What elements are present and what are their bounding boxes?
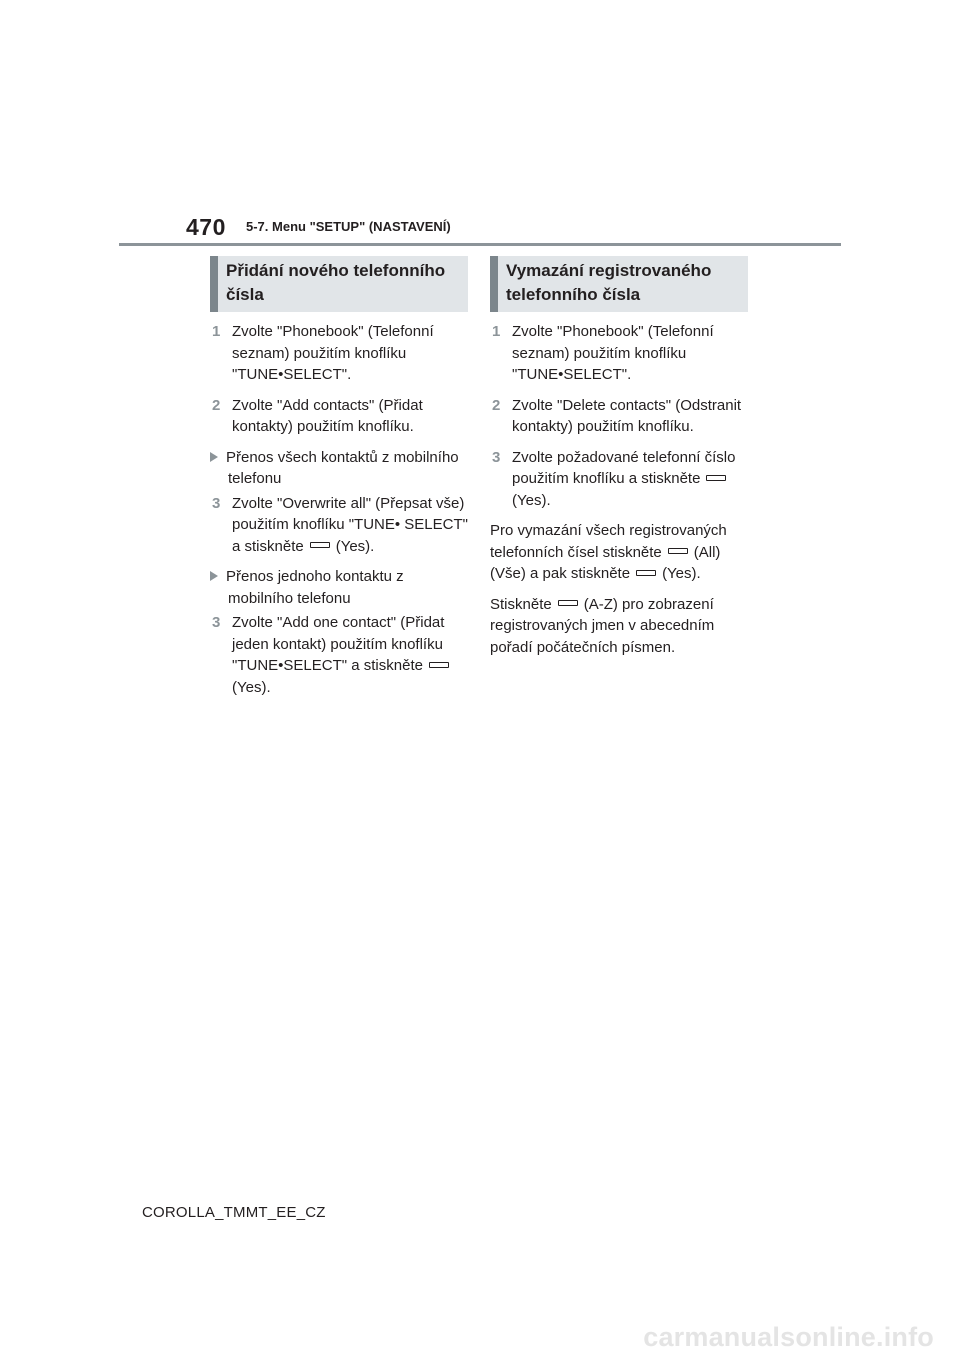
bullet-item [210, 566, 468, 609]
step-text: Zvolte požadované telefonní číslo použitím knoflíku a stiskněte [512, 448, 736, 487]
step-item [210, 395, 468, 438]
paragraph [490, 594, 748, 659]
bullet-text: Přenos všech kontaktů z mobilního telefonu [226, 448, 459, 487]
step-item [490, 395, 748, 438]
step-text: Zvolte "Overwrite all" (Přepsat vše) použitím knoflíku "TUNE• SELECT" a stiskněte [232, 494, 468, 555]
step-number: 3 [492, 448, 501, 466]
step-text: Zvolte "Delete contacts" (Odstranit kontakty) použitím knoflíku. [512, 396, 742, 435]
step-text-end: (Yes). [232, 678, 271, 696]
triangle-bullet-icon [210, 452, 218, 462]
paragraph-text: (A-Z) pro zobrazení registrovaných jmen v abecedním pořadí počátečních písmen. [490, 595, 715, 656]
left-section-heading: Přidání nového telefonního čísla [210, 256, 468, 312]
step-number: 3 [212, 614, 221, 631]
bullet-item [210, 447, 468, 490]
button-icon [668, 548, 688, 554]
button-icon [636, 570, 656, 576]
step-number: 1 [492, 323, 501, 340]
step-text: Zvolte "Phonebook" (Telefonní seznam) použitím knoflíku "TUNE•SELECT". [232, 323, 434, 383]
step-text: Zvolte "Add contacts" (Přidat kontakty) použitím knoflíku. [232, 396, 423, 435]
button-icon [558, 600, 578, 606]
step-number: 2 [212, 396, 221, 414]
page-number: 470 [186, 214, 226, 240]
paragraph-text: Pro vymazání všech registrovaných telefonních čísel stiskněte [490, 522, 727, 561]
step-text: Zvolte "Add one contact" (Přidat jeden kontakt) použitím knoflíku "TUNE•SELECT" a stiskněte [232, 614, 445, 674]
step-item [210, 612, 468, 698]
paragraph-text: Stiskněte [490, 595, 552, 613]
watermark: carmanualsonline.info [643, 1322, 934, 1352]
section-title: 5-7. Menu "SETUP" (NASTAVENÍ) [246, 219, 451, 234]
paragraph-text: (All) (Vše) a pak stiskněte [490, 543, 721, 582]
left-column [210, 256, 468, 707]
paragraph-text: (Yes). [662, 565, 701, 582]
model-code: COROLLA_TMMT_EE_CZ [142, 1204, 326, 1221]
header-divider [119, 243, 841, 246]
step-text-end: (Yes). [335, 537, 375, 555]
left-content [210, 321, 468, 698]
step-item [490, 447, 748, 512]
button-icon [706, 475, 726, 481]
step-text: Zvolte "Phonebook" (Telefonní seznam) použitím knoflíku "TUNE•SELECT". [512, 323, 714, 383]
paragraph [490, 520, 748, 585]
button-icon [429, 662, 449, 668]
step-number: 1 [212, 323, 221, 340]
right-column [490, 256, 748, 667]
right-content [490, 321, 748, 658]
step-text-end: (Yes). [512, 491, 551, 509]
step-item [210, 493, 468, 558]
step-number: 2 [492, 396, 501, 414]
bullet-text: Přenos jednoho kontaktu z mobilního telefonu [226, 568, 404, 607]
step-item [490, 321, 748, 386]
button-icon [310, 542, 330, 548]
step-item [210, 321, 468, 386]
step-number: 3 [212, 494, 221, 512]
right-section-heading: Vymazání registrovaného telefonního čísla [490, 256, 748, 312]
triangle-bullet-icon [210, 571, 218, 581]
